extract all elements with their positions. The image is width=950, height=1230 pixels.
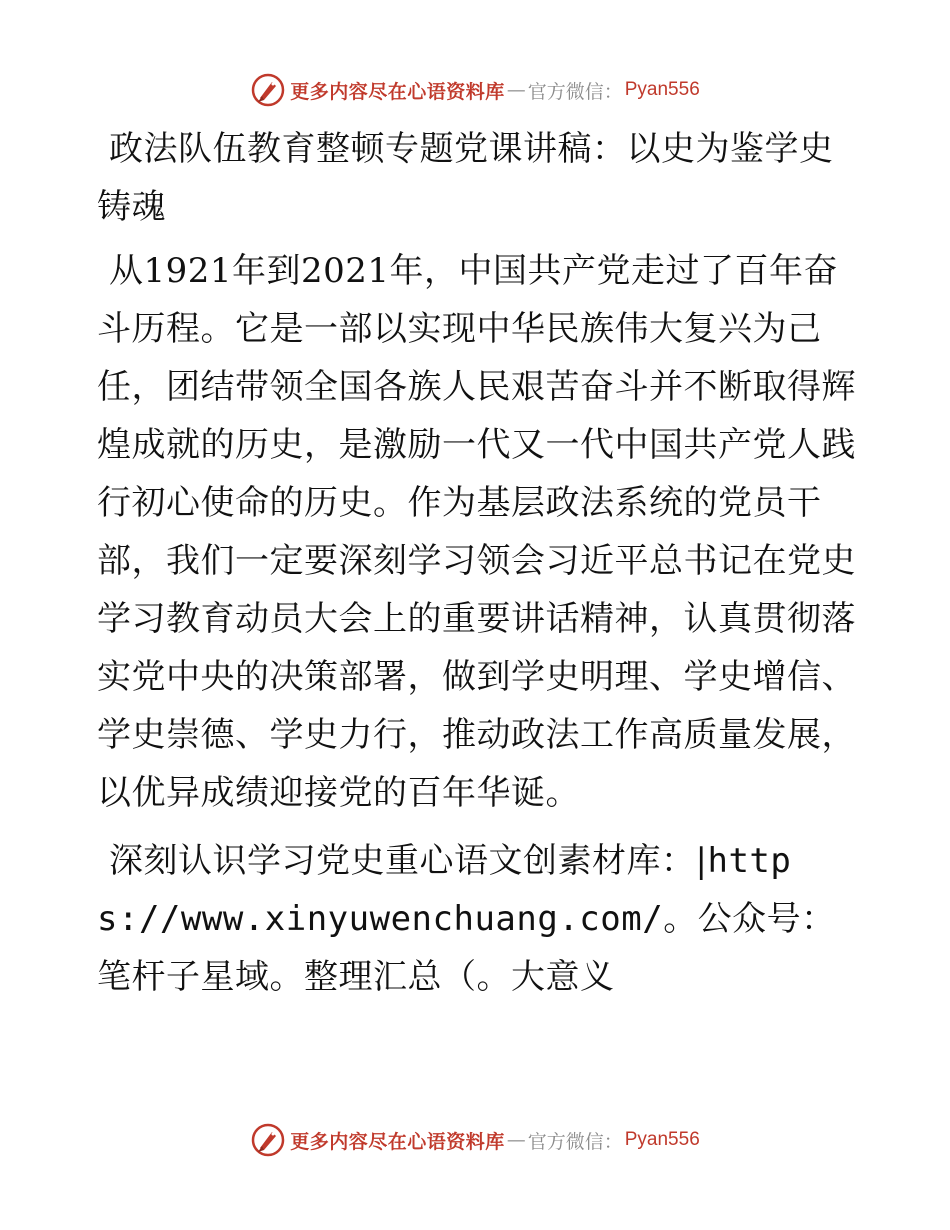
paragraph-2-url[interactable]: https://www.xinyuwenchuang.com/: [97, 841, 792, 939]
paragraph-2: [97, 832, 857, 1006]
banner-wechat-id: Pyan556: [624, 79, 700, 100]
footer-dash: —: [506, 1129, 526, 1151]
banner-dash: —: [506, 79, 526, 101]
banner-main-text: 更多内容尽在心语资料库: [290, 80, 505, 103]
banner-sub-text: 官方微信：: [527, 80, 623, 103]
paragraph-2-prefix: 深刻认识学习党史重心语文创素材库：|: [109, 841, 708, 881]
footer-banner: [0, 1120, 950, 1160]
document-title: 政法队伍教育整顿专题党课讲稿：以史为鉴学史铸魂: [97, 129, 834, 227]
pen-nib-logo-icon: [250, 1122, 286, 1158]
header-banner: [0, 70, 950, 110]
footer-wechat-id: Pyan556: [624, 1129, 700, 1150]
pen-nib-logo-icon: [250, 72, 286, 108]
document-body: [97, 120, 857, 1016]
paragraph-1: 从1921年到2021年，中国共产党走过了百年奋斗历程。它是一部以实现中华民族伟大复兴为己任，团结带领全国各族人民艰苦奋斗并不断取得辉煌成就的历史，是激励一代又一代中国共产党人践行初心使命的历史。作为基层政法系统的党员干部，我们一定要深刻学习领会习近平总书记在党史学习教育动员大会上的重要讲话精神，认真贯彻落实党中央的决策部署，做到学史明理、学史增信、学史崇德、学史力行，推动政法工作高质量发展，以优异成绩迎接党的百年华诞。: [97, 251, 856, 813]
footer-sub-text: 官方微信：: [527, 1130, 623, 1153]
footer-main-text: 更多内容尽在心语资料库: [290, 1130, 505, 1153]
paragraph-2-suffix: 。公众号：笔杆子星域。整理汇总（。大意义: [97, 899, 836, 997]
